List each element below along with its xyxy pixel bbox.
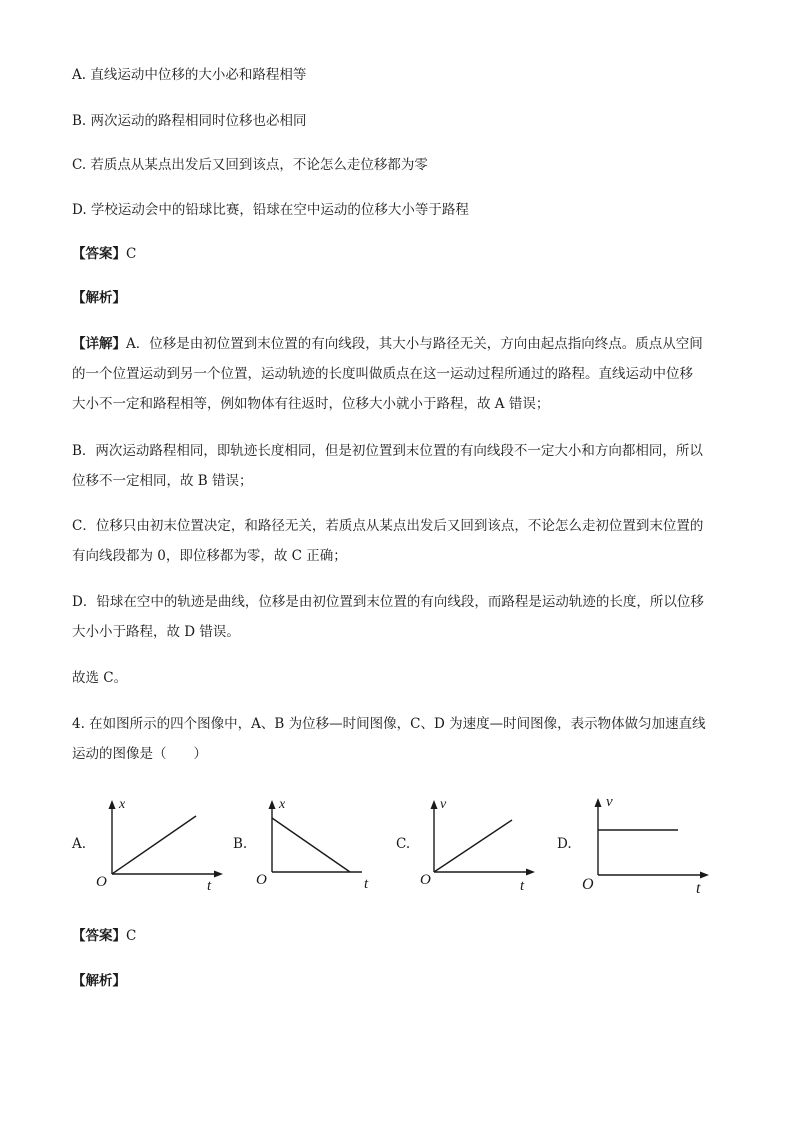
option-c: C. 若质点从某点出发后又回到该点，不论怎么走位移都为零	[72, 157, 428, 173]
option-d: D. 学校运动会中的铅球比赛，铅球在空中运动的位移大小等于路程	[72, 202, 469, 218]
answer-label: 【答案】	[72, 246, 126, 262]
graph-d-y-arrow	[595, 798, 602, 807]
graph-d-origin: O	[582, 876, 594, 893]
q4-stem-line-2: 运动的图像是（ ）	[72, 746, 207, 762]
graph-d-label: D.	[557, 836, 572, 852]
graph-b-line	[272, 818, 350, 872]
graph-c-x-arrow	[526, 869, 535, 876]
graph-c-origin: O	[420, 872, 431, 888]
graph-b-y-label: x	[279, 797, 286, 812]
graph-b-origin: O	[256, 872, 267, 888]
answer-line	[72, 244, 732, 264]
detail-c-line-1: C．位移只由初末位置决定，和路径无关，若质点从某点出发后又回到该点，不论怎么走初位置到末位置的	[72, 518, 704, 534]
graph-c-line	[434, 820, 512, 872]
option-a: A. 直线运动中位移的大小必和路程相等	[72, 67, 307, 83]
graph-d-y-label: v	[606, 794, 613, 810]
graph-d-x-arrow	[700, 872, 709, 879]
graph-a-label: A.	[72, 836, 87, 852]
graph-b-y-arrow	[269, 800, 276, 809]
graph-a-line	[112, 816, 196, 874]
graph-b-label: B.	[233, 836, 248, 852]
analysis-label: 【解析】	[72, 290, 126, 306]
answer-value: C	[126, 246, 137, 262]
graph-a-y-label: x	[119, 797, 126, 812]
graph-a-y-arrow	[109, 800, 116, 809]
detail-a-line-2: 的一个位置运动到另一个位置，运动轨迹的长度叫做质点在这一运动过程所通过的路程。直线运动中位移	[72, 366, 693, 382]
graph-c	[412, 786, 552, 898]
detail-d-line-1: D．铅球在空中的轨迹是曲线，位移是由初位置到末位置的有向线段，而路程是运动轨迹的长度，所以位移	[72, 594, 704, 610]
graph-b-x-label: t	[364, 876, 369, 892]
q4-analysis-label: 【解析】	[72, 973, 126, 989]
q4-stem-line-1: 4. 在如图所示的四个图像中，A、B 为位移—时间图像，C、D 为速度—时间图像，表示物体做匀加速直线	[72, 716, 706, 732]
graph-c-y-label: v	[440, 797, 447, 812]
detail-a-line-3: 大小不一定和路程相等，例如物体有往返时，位移大小就小于路程，故 A 错误；	[72, 396, 550, 412]
conclusion: 故选 C。	[72, 670, 128, 686]
q4-answer-value: C	[126, 928, 137, 944]
q4-answer-label: 【答案】	[72, 928, 126, 944]
detail-label: 【详解】	[72, 336, 126, 352]
graph-d-x-label: t	[696, 880, 701, 897]
detail-d-line-2: 大小小于路程，故 D 错误。	[72, 624, 240, 640]
graph-c-y-arrow	[431, 800, 438, 809]
detail-c-line-2: 有向线段都为 0，即位移都为零，故 C 正确；	[72, 548, 347, 564]
graph-c-x-label: t	[520, 878, 525, 894]
graph-b	[250, 786, 390, 898]
graph-a-x-arrow	[214, 871, 223, 878]
graph-c-label: C.	[396, 836, 411, 852]
graph-a-origin: O	[96, 874, 107, 890]
graph-d	[576, 786, 721, 898]
graph-a-x-label: t	[207, 878, 212, 894]
detail-b-line-2: 位移不一定相同，故 B 错误；	[72, 473, 253, 489]
graph-a	[90, 786, 230, 898]
q4-answer-line	[72, 926, 732, 946]
detail-a-text-1: A．位移是由初位置到末位置的有向线段，其大小与路径无关，方向由起点指向终点。质点从空间	[126, 336, 703, 352]
detail-b-line-1: B．两次运动路程相同，即轨迹长度相同，但是初位置到末位置的有向线段不一定大小和方向都相同，所以	[72, 443, 703, 459]
detail-a-line-1	[72, 334, 732, 354]
option-b: B. 两次运动的路程相同时位移也必相同	[72, 113, 307, 129]
